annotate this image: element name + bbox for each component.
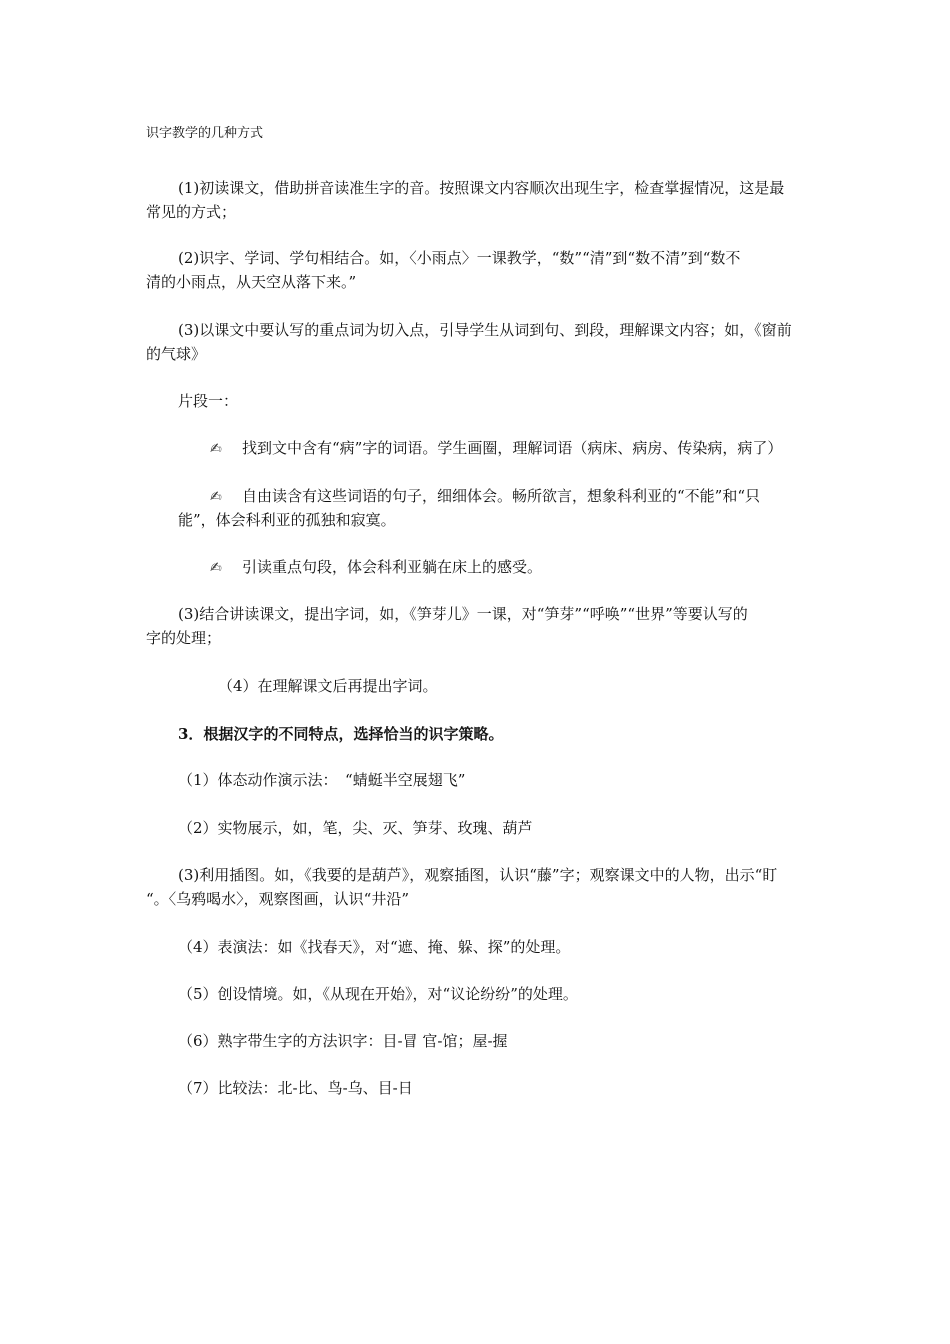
bullet-item-2 xyxy=(210,486,760,507)
strategy-1: （1）体态动作演示法： “蜻蜓半空展翅飞” xyxy=(178,771,466,789)
paragraph-4-line-1: (3)结合讲读课文，提出字词，如，《笋芽儿》一课，对“笋芽”“呼唤”“世界”等要认写的 xyxy=(178,605,748,623)
strategy-4: （4）表演法：如《找春天》，对“遮、掩、躲、探”的处理。 xyxy=(178,938,571,956)
paragraph-1-line-2: 常见的方式； xyxy=(146,203,237,221)
pen-icon: ✍ xyxy=(210,560,222,576)
paragraph-5: （4）在理解课文后再提出字词。 xyxy=(218,677,438,695)
strategy-3-line-2: “。〈乌鸦喝水〉，观察图画，认识“井沿” xyxy=(146,890,410,908)
bullet-item-3 xyxy=(210,557,542,578)
bullet-item-3-text: 引读重点句段，体会科利亚躺在床上的感受。 xyxy=(242,558,543,576)
bullet-item-1-text: 找到文中含有“病”字的词语。学生画圈，理解词语（病床、病房、传染病，病了） xyxy=(242,439,783,457)
strategy-6: （6）熟字带生字的方法识字：目-冒 官-馆；屋-握 xyxy=(178,1032,508,1050)
document-title: 识字教学的几种方式 xyxy=(146,126,264,141)
strategy-2: （2）实物展示，如，笔，尖、灭、笋芽、玫瑰、葫芦 xyxy=(178,819,533,837)
strategy-5: （5）创设情境。如，《从现在开始》，对“议论纷纷”的处理。 xyxy=(178,985,578,1003)
pen-icon: ✍ xyxy=(210,441,222,457)
paragraph-1-line-1: (1)初读课文，借助拼音读准生字的音。按照课文内容顺次出现生字，检查掌握情况，这是最 xyxy=(178,179,785,197)
strategy-3-line-1: (3)利用插图。如，《我要的是葫芦》，观察插图，认识“藤”字；观察课文中的人物，出示“盯 xyxy=(178,866,778,884)
paragraph-3-line-1: (3)以课文中要认写的重点词为切入点，引导学生从词到句、到段，理解课文内容；如，《窗前 xyxy=(178,321,792,339)
bullet-item-1 xyxy=(210,438,782,459)
paragraph-3-line-2: 的气球》 xyxy=(146,345,207,363)
paragraph-2-line-2: 清的小雨点，从天空从落下来。” xyxy=(146,273,357,291)
paragraph-4-line-2: 字的处理； xyxy=(146,629,222,647)
bullet-item-2-line-2: 能”，体会科利亚的孤独和寂寞。 xyxy=(178,511,396,529)
strategy-7: （7）比较法：北-比、鸟-乌、目-日 xyxy=(178,1079,413,1097)
pen-icon: ✍ xyxy=(210,489,222,505)
fragment-label: 片段一： xyxy=(178,392,239,410)
paragraph-2-line-1: (2)识字、学词、学句相结合。如，〈小雨点〉一课教学，“数”“清”到“数不清”到“数不 xyxy=(178,249,741,267)
section-heading-3: 3．根据汉字的不同特点，选择恰当的识字策略。 xyxy=(178,725,504,743)
bullet-item-2-text: 自由读含有这些词语的句子，细细体会。畅所欲言，想象科利亚的“不能”和“只 xyxy=(242,487,761,505)
